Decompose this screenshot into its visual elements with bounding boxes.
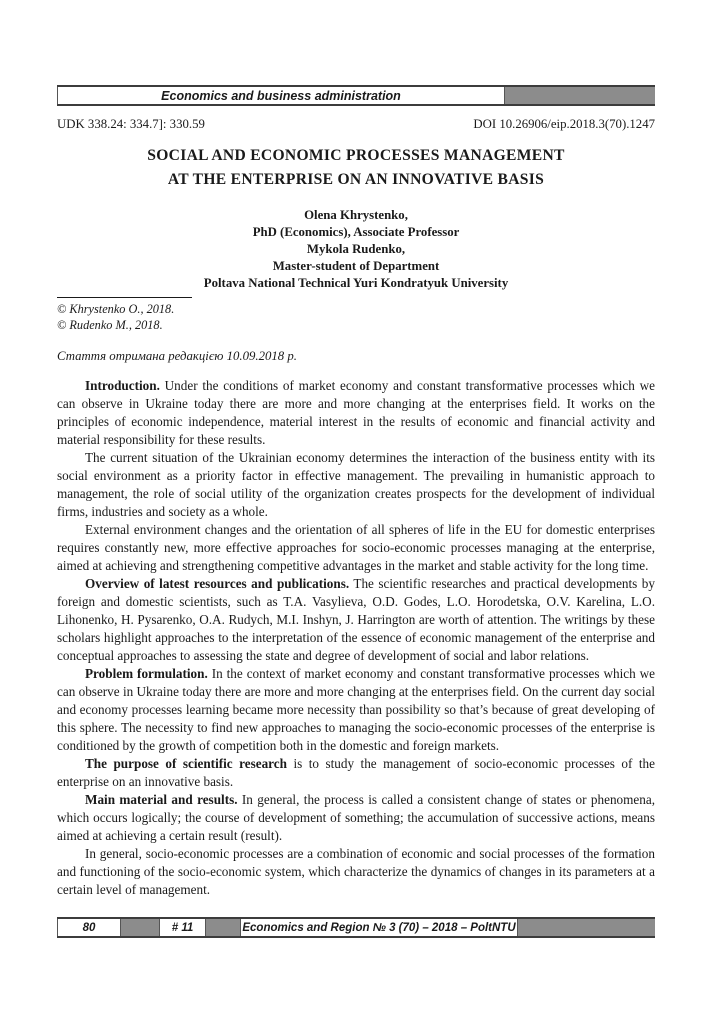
body-paragraph: [57, 791, 655, 845]
author-name: Olena Khrystenko,: [304, 208, 408, 222]
author-name: Mykola Rudenko,: [306, 242, 406, 256]
author-affiliation: Poltava National Technical Yuri Kondratyuk University: [203, 276, 509, 290]
page-number: 80: [82, 921, 96, 934]
paragraph-text: External environment changes and the orientation of all spheres of life in the EU for domestic enterprises requires constantly new, more effective approaches for socio-economic processes managing at the enterprise, aimed at achieving and strengthening competitive advantages in the market and stable activity for the long time.: [57, 522, 655, 573]
footer-gray-block: [121, 919, 159, 936]
authors-block: [57, 207, 655, 292]
footer-gray-block: [206, 919, 240, 936]
copyright-line: © Rudenko M., 2018.: [57, 318, 163, 332]
author-degree: Master-student of Department: [272, 259, 440, 273]
copyright-rule: [57, 297, 192, 298]
body-paragraph: [57, 755, 655, 791]
paragraph-lead: Problem formulation.: [85, 666, 208, 681]
paragraph-text: In the context of market economy and constant transformative processes which we can observe in Ukraine today there are more and more changing at the enterprises field. On the current day social and economy processes learning became more necessity than possibility so that’s because of great developing of this sphere. The necessity to find new approaches to managing the socio-economic processes of the enterprise is conditioned by the growth of competition both in the domestic and foreign markets.: [57, 666, 656, 753]
article-body: [57, 377, 655, 899]
paragraph-text: In general, socio-economic processes are a combination of economic and social processes of the formation and functioning of the socio-economic system, which characterize the dynamics of changes in its parameters at a certain level of management.: [57, 846, 655, 897]
body-paragraph: [57, 521, 655, 575]
footer-issue-cell: [159, 919, 206, 936]
copyright-block: [57, 297, 655, 333]
doi-code: DOI 10.26906/eip.2018.3(70).1247: [473, 117, 655, 131]
section-title: Economics and business administration: [161, 88, 401, 103]
journal-title: Economics and Region № 3 (70) – 2018 – PoltNTU: [242, 921, 516, 934]
body-paragraph: [57, 665, 655, 755]
paragraph-lead: The purpose of scientific research: [85, 756, 287, 771]
paragraph-lead: Main material and results.: [85, 792, 238, 807]
paragraph-text: Under the conditions of market economy and constant transformative processes which we can observe in Ukraine today there are more and more changing at the enterprises field. It works on the principles of economic independence, material interest in the results of economic and financial activity and material responsibility for these results.: [57, 378, 655, 447]
article-title-line-2: AT THE ENTERPRISE ON AN INNOVATIVE BASIS: [167, 171, 545, 188]
paragraph-lead: Overview of latest resources and publications.: [85, 576, 350, 591]
udk-code: UDK 338.24: 334.7]: 330.59: [57, 117, 205, 131]
meta-row: [57, 117, 655, 132]
copyright-line: © Khrystenko O., 2018.: [57, 302, 175, 316]
body-paragraph: [57, 845, 655, 899]
paragraph-text: In general, the process is called a consistent change of states or phenomena, which occurs logically; the course of development of something; the accumulation of successive actions, means aimed at achieving a certain result (result).: [57, 792, 655, 843]
body-paragraph: [57, 449, 655, 521]
running-header: [57, 85, 655, 106]
article-title: [57, 144, 655, 192]
running-footer: [57, 917, 655, 938]
issue-number: # 11: [171, 921, 194, 934]
header-section-cell: [57, 87, 505, 104]
footer-page-cell: [57, 919, 121, 936]
footer-journal-cell: [240, 919, 518, 936]
paragraph-text: is to study the management of socio-economic processes of the enterprise on an innovative basis.: [57, 756, 655, 789]
paragraph-text: The scientific researches and practical developments by foreign and domestic scientists, such as T.A. Vasylieva, O.D. Godes, L.O. Horodetska, O.V. Karelina, L.O. Lihonenko, H. Pysarenko, O.A. Rudych, M.I. Inshyn, J. Harrington are worth of attention. The writings by these scholars highlight approaches to the interpretation of the essence of economic management of the enterprise and conceptual approaches to assessing the state and degree of development of social and labor relations.: [57, 576, 655, 663]
header-gray-block: [505, 87, 655, 104]
paragraph-text: The current situation of the Ukrainian economy determines the interaction of the business entity with its social environment as a priority factor in effective management. The prevailing in humanistic approach to management, the role of social utility of the organization creates prospects for the development of individual firms, industries and society as a whole.: [57, 450, 655, 519]
paragraph-lead: Introduction.: [85, 378, 160, 393]
received-date: Стаття отримана редакцією 10.09.2018 р.: [57, 349, 298, 363]
body-paragraph: [57, 377, 655, 449]
author-degree: PhD (Economics), Associate Professor: [252, 225, 460, 239]
body-paragraph: [57, 575, 655, 665]
footer-gray-block: [518, 919, 655, 936]
article-title-line-1: SOCIAL AND ECONOMIC PROCESSES MANAGEMENT: [147, 147, 565, 164]
